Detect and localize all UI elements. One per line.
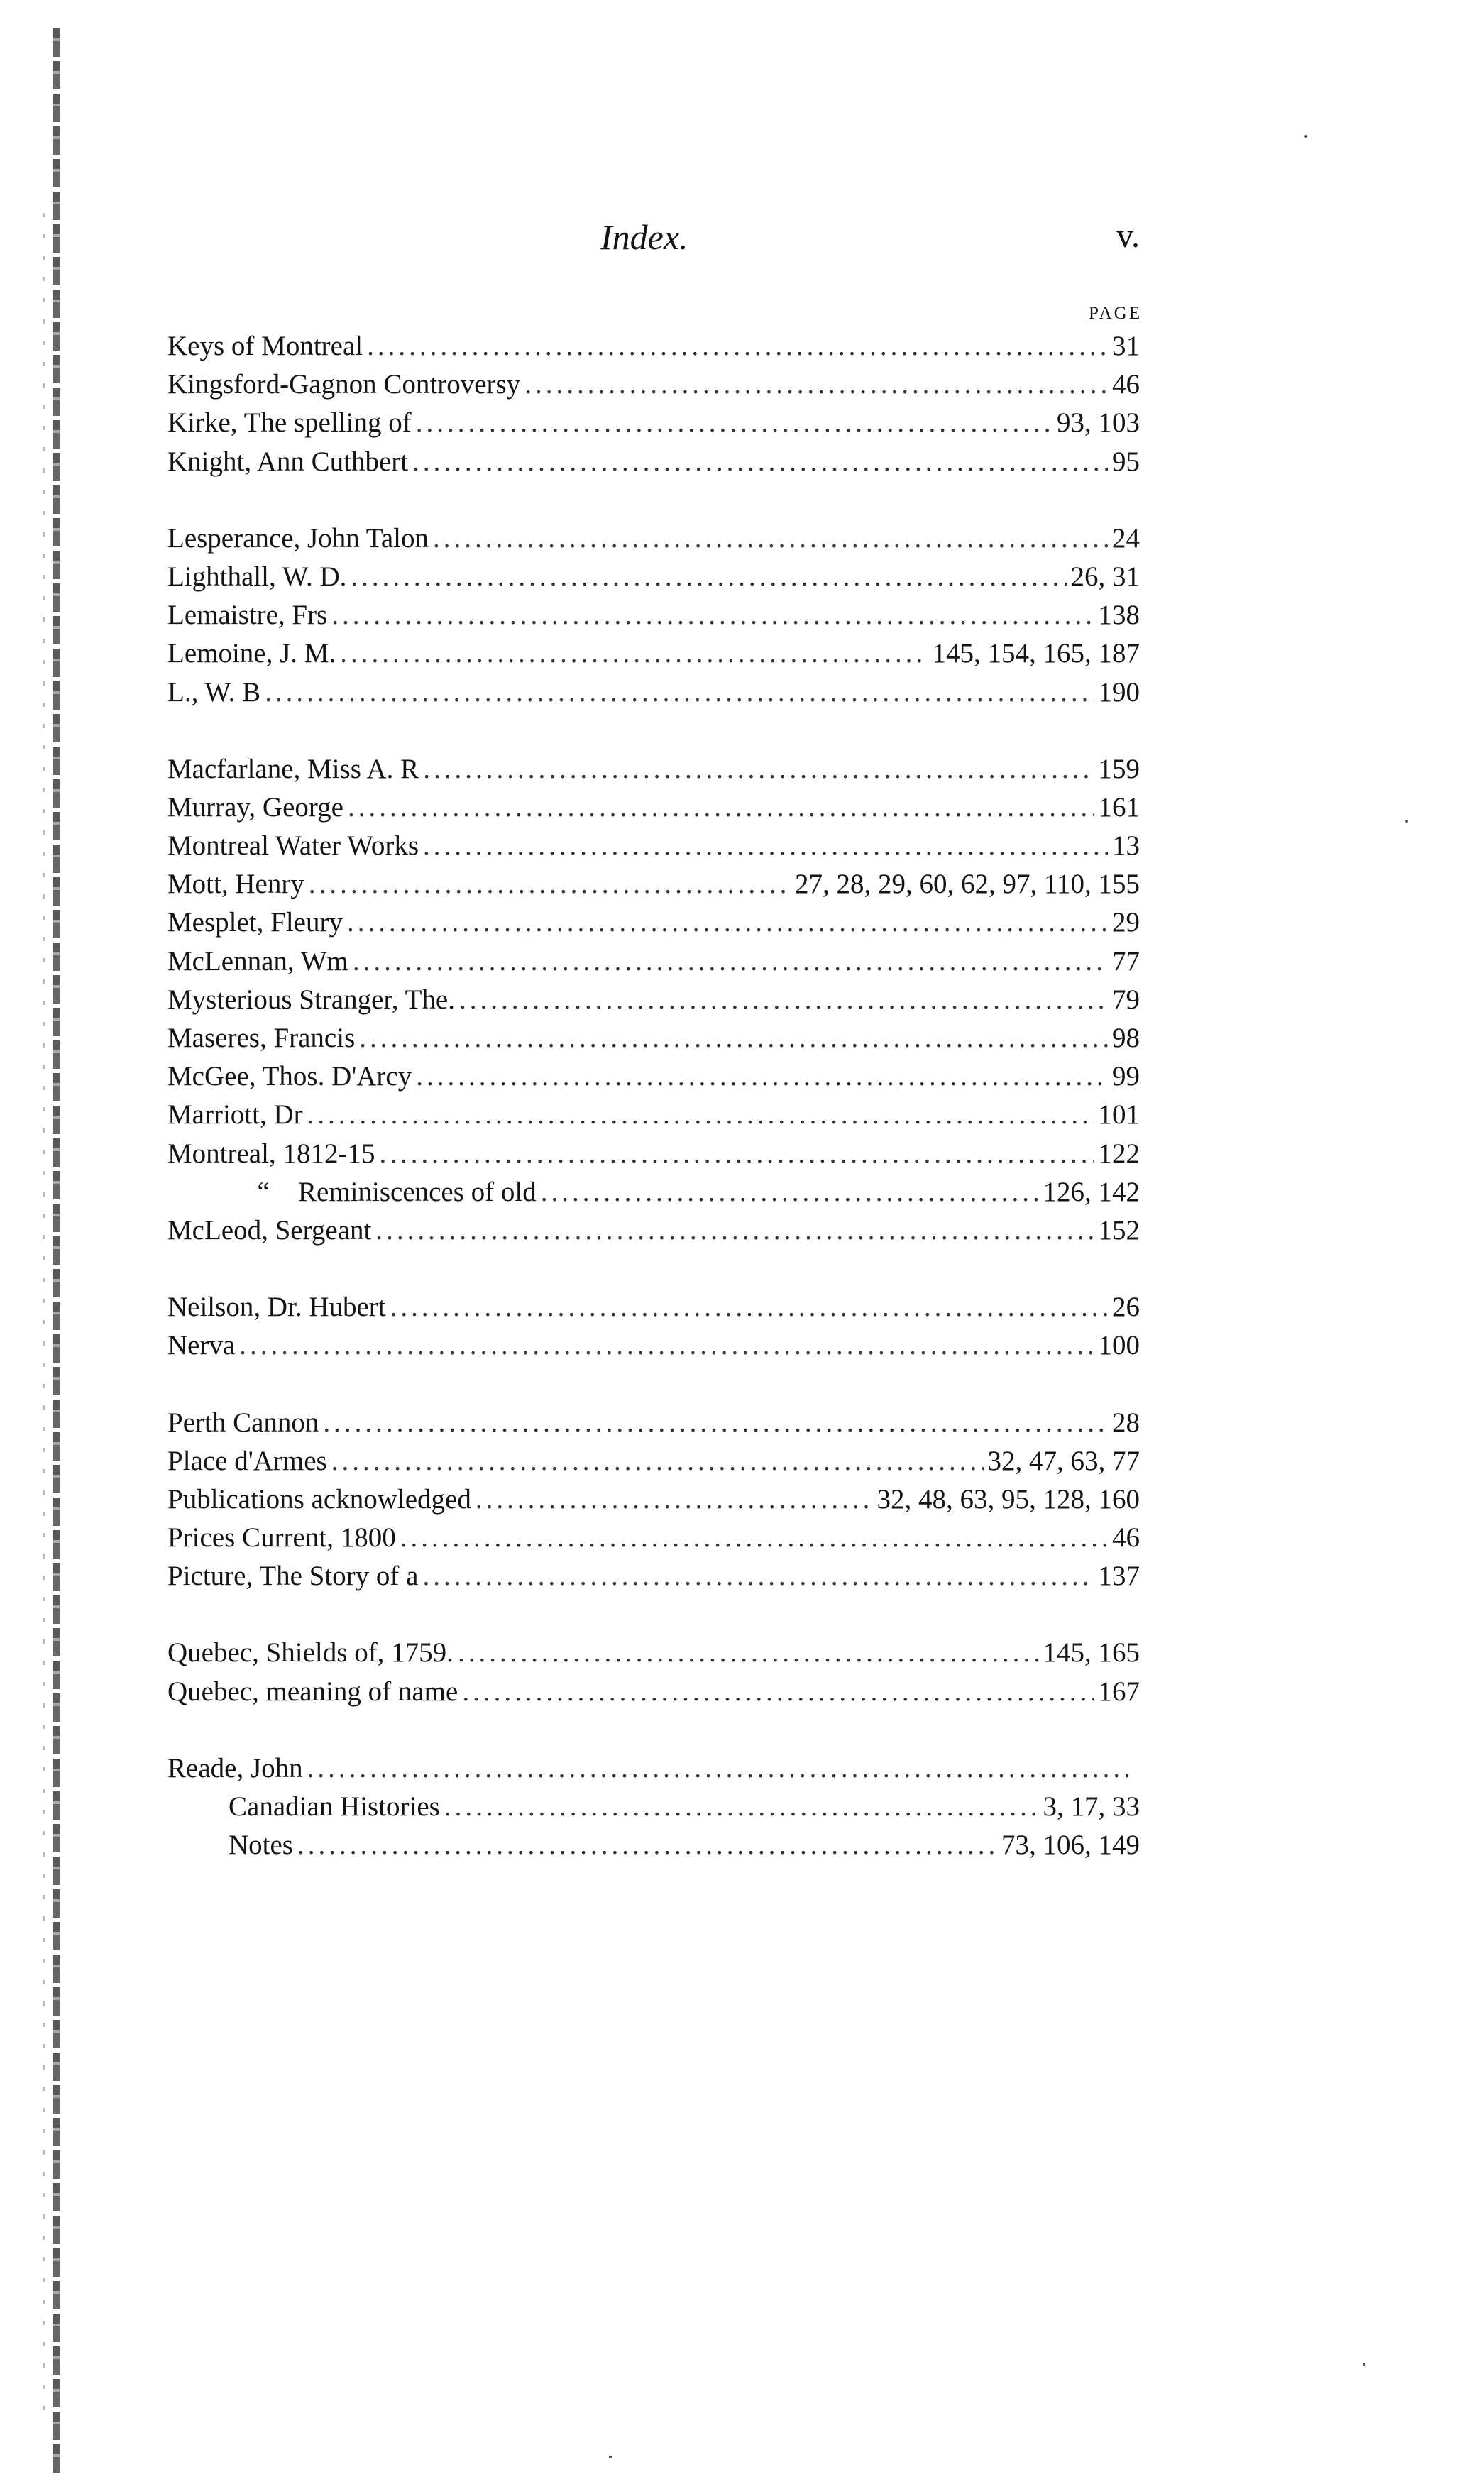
entry-pages: 101: [1098, 1099, 1140, 1131]
entry-label: Picture, The Story of a: [167, 1561, 419, 1592]
page-title: Index.: [600, 217, 688, 257]
index-entry: [167, 1522, 1140, 1560]
entry-pages: 26, 31: [1070, 561, 1140, 592]
entry-label: Mott, Henry: [167, 869, 304, 900]
index-entry: [167, 1752, 1140, 1791]
dot-leader: [307, 1099, 1094, 1131]
entry-label: Maseres, Francis: [167, 1023, 356, 1053]
speck: [1363, 2363, 1365, 2366]
dot-leader: [348, 791, 1094, 823]
entry-label: Quebec, Shields of, 1759.: [167, 1637, 454, 1669]
index-entry: [167, 1483, 1140, 1522]
entry-pages: 79: [1112, 984, 1140, 1015]
entry-pages: 161: [1098, 791, 1140, 823]
entry-label: Lighthall, W. D.: [167, 561, 347, 592]
entry-label: McLeod, Sergeant: [167, 1214, 372, 1246]
index-entry: [167, 868, 1140, 906]
index-entry: [167, 1791, 1140, 1829]
index-entry: [167, 1407, 1140, 1445]
index-entry: [167, 599, 1140, 637]
index-entry: [167, 1060, 1140, 1099]
dot-leader: [297, 1829, 997, 1861]
entry-pages: 159: [1098, 753, 1140, 784]
dot-leader: [331, 599, 1094, 631]
index-entry: [167, 561, 1140, 599]
index-entry: [167, 1445, 1140, 1483]
entry-label: Quebec, meaning of name: [167, 1676, 458, 1707]
dot-leader: [353, 945, 1108, 977]
entry-label: Marriott, Dr: [167, 1099, 303, 1131]
dot-leader: [309, 868, 791, 900]
dot-leader: [331, 1445, 984, 1477]
index-entry: [167, 984, 1140, 1022]
entry-pages: 138: [1098, 600, 1140, 631]
index-entry: [167, 753, 1140, 791]
dot-leader: [416, 407, 1052, 439]
index-entry: [167, 1560, 1140, 1598]
entry-label: McLennan, Wm: [167, 945, 348, 977]
entry-pages: 31: [1112, 331, 1140, 361]
entry-label: Neilson, Dr. Hubert: [167, 1292, 386, 1323]
entry-pages: 98: [1112, 1023, 1140, 1053]
index-entry: [167, 1214, 1140, 1253]
index-entry: [167, 791, 1140, 830]
entry-pages: 99: [1112, 1061, 1140, 1092]
speck: [1304, 135, 1307, 138]
entry-pages: 26: [1112, 1292, 1140, 1323]
entry-label: Montreal, 1812-15: [167, 1138, 375, 1169]
index-entry: [167, 1022, 1140, 1060]
dot-leader: [422, 1560, 1094, 1592]
entry-label: Kingsford-Gagnon Controversy: [167, 369, 521, 400]
entry-label: Lemoine, J. M.: [167, 638, 336, 669]
index-entry: [167, 637, 1140, 676]
dot-leader: [307, 1752, 1136, 1784]
entry-pages: 100: [1098, 1330, 1140, 1361]
dot-leader: [340, 637, 928, 669]
ditto-mark: “: [257, 1176, 270, 1207]
entry-pages: 95: [1112, 446, 1140, 477]
index-entry: [167, 1676, 1140, 1714]
entry-pages: 73, 106, 149: [1001, 1830, 1140, 1861]
entry-label: Montreal Water Works: [167, 830, 419, 862]
entry-label: L., W. B: [167, 676, 261, 708]
dot-leader: [416, 1060, 1108, 1092]
dot-leader: [375, 1214, 1094, 1246]
dot-leader: [433, 522, 1108, 554]
entry-label: Place d'Armes: [167, 1445, 327, 1476]
index-entry: [167, 446, 1140, 484]
entry-pages: 46: [1112, 369, 1140, 400]
entry-label: Reade, John: [167, 1752, 303, 1784]
index-group: [167, 330, 1140, 484]
dot-leader: [459, 984, 1108, 1016]
dot-leader: [367, 330, 1108, 362]
entry-pages: 93, 103: [1057, 407, 1140, 439]
index-entry: [167, 676, 1140, 715]
index-group: [167, 1752, 1140, 1868]
index-entry: [167, 1291, 1140, 1329]
entry-label: Prices Current, 1800: [167, 1522, 396, 1554]
entry-label: Lemaistre, Frs: [167, 600, 328, 631]
index-group: [167, 522, 1140, 715]
dot-leader: [351, 561, 1066, 593]
entry-label: Murray, George: [167, 791, 343, 823]
entry-pages: 126, 142: [1043, 1176, 1140, 1207]
dot-leader: [462, 1676, 1094, 1708]
entry-pages: 28: [1112, 1407, 1140, 1438]
entry-pages: 27, 28, 29, 60, 62, 97, 110, 155: [794, 869, 1140, 900]
index-entry: [167, 1637, 1140, 1675]
entry-pages: 77: [1112, 945, 1140, 977]
dot-leader: [541, 1176, 1039, 1208]
entry-label: Macfarlane, Miss A. R: [167, 753, 419, 784]
entry-label: Publications acknowledged: [167, 1483, 471, 1515]
entry-pages: 29: [1112, 907, 1140, 938]
index-entry: [167, 1829, 1140, 1867]
entry-pages: 145, 165: [1043, 1637, 1140, 1669]
index-entry: [167, 330, 1140, 368]
index-entry: [167, 1099, 1140, 1137]
page-number: v.: [1116, 217, 1140, 255]
entry-pages: 152: [1098, 1214, 1140, 1246]
dot-leader: [265, 676, 1094, 708]
index-list: [167, 330, 1140, 1906]
index-entry: [167, 1138, 1140, 1176]
entry-label: Perth Cannon: [167, 1407, 319, 1438]
index-entry: [167, 945, 1140, 984]
entry-pages: 190: [1098, 676, 1140, 708]
entry-pages: 32, 48, 63, 95, 128, 160: [876, 1483, 1140, 1515]
index-entry: [167, 368, 1140, 407]
entry-pages: 32, 47, 63, 77: [987, 1445, 1140, 1476]
entry-label: McGee, Thos. D'Arcy: [167, 1061, 412, 1092]
entry-pages: 145, 154, 165, 187: [932, 638, 1140, 669]
dot-leader: [359, 1022, 1108, 1054]
dot-leader: [379, 1138, 1094, 1170]
index-group: [167, 1637, 1140, 1713]
speck: [609, 2456, 612, 2458]
entry-pages: 13: [1112, 830, 1140, 862]
entry-pages: 167: [1098, 1676, 1140, 1707]
dot-leader: [458, 1637, 1039, 1669]
entry-pages: 3, 17, 33: [1043, 1791, 1140, 1822]
dot-leader: [524, 368, 1108, 400]
dot-leader: [444, 1791, 1039, 1823]
dot-leader: [412, 446, 1108, 478]
page-header: [167, 216, 1140, 259]
speck: [1405, 820, 1408, 823]
index-entry: [167, 830, 1140, 868]
dot-leader: [239, 1329, 1094, 1361]
index-entry: [167, 906, 1140, 945]
dot-leader: [390, 1291, 1108, 1323]
dot-leader: [423, 753, 1094, 785]
page-column-label: PAGE: [1089, 304, 1142, 323]
dot-leader: [347, 906, 1108, 938]
entry-label: Kirke, The spelling of: [167, 407, 412, 439]
entry-label: Notes: [229, 1830, 293, 1861]
index-group: [167, 1291, 1140, 1368]
binding-edge: [53, 28, 60, 2477]
index-group: [167, 1407, 1140, 1599]
entry-pages: 46: [1112, 1522, 1140, 1554]
entry-label: Mysterious Stranger, The.: [167, 984, 455, 1015]
entry-label: Mesplet, Fleury: [167, 907, 343, 938]
entry-label: Nerva: [167, 1330, 236, 1361]
entry-label: Knight, Ann Cuthbert: [167, 446, 409, 477]
dot-leader: [476, 1483, 873, 1515]
entry-label: Lesperance, John Talon: [167, 522, 429, 554]
dot-leader: [423, 830, 1108, 862]
entry-pages: 137: [1098, 1561, 1140, 1592]
entry-pages: 122: [1098, 1138, 1140, 1169]
entry-label-text: Reminiscences of old: [298, 1176, 537, 1207]
index-entry: [167, 407, 1140, 445]
index-group: [167, 753, 1140, 1253]
binding-edge-shadow: [43, 213, 45, 2413]
entry-pages: 24: [1112, 522, 1140, 554]
index-entry: [167, 1329, 1140, 1368]
index-entry: [167, 1176, 1140, 1214]
entry-label: [167, 1176, 537, 1208]
dot-leader: [323, 1407, 1108, 1439]
entry-label: Keys of Montreal: [167, 331, 363, 361]
dot-leader: [400, 1522, 1108, 1554]
index-entry: [167, 522, 1140, 561]
entry-label: Canadian Histories: [229, 1791, 440, 1822]
